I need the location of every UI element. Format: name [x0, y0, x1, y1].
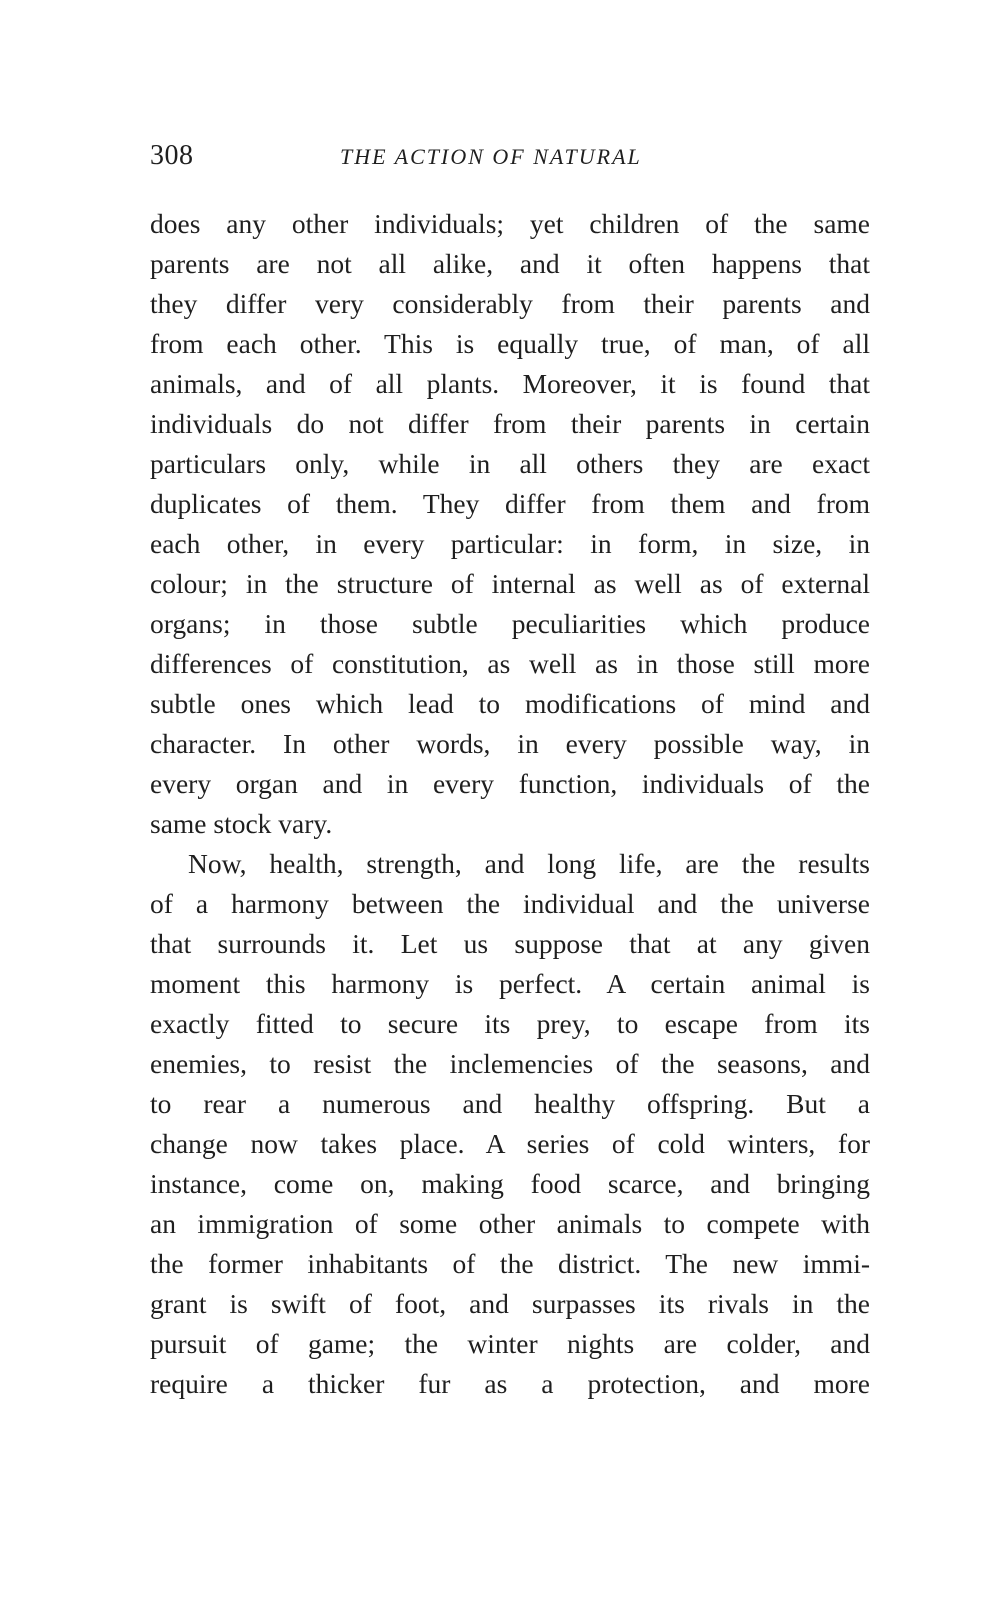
text-line: every organ and in every function, individuals of the — [150, 768, 870, 799]
text-line: organs; in those subtle peculiarities which produce — [150, 608, 870, 639]
text-line: they differ very considerably from their parents and — [150, 288, 870, 319]
text-line: animals, and of all plants. Moreover, it is found that — [150, 368, 870, 399]
page-header — [150, 140, 870, 180]
text-line: enemies, to resist the inclemencies of the seasons, and — [150, 1048, 870, 1079]
page-number: 308 — [150, 140, 194, 171]
text-line: an immigration of some other animals to compete with — [150, 1208, 870, 1239]
text-line: subtle ones which lead to modifications of mind and — [150, 688, 870, 719]
text-line: exactly fitted to secure its prey, to escape from its — [150, 1008, 870, 1039]
text-line: of a harmony between the individual and the universe — [150, 888, 870, 919]
text-line: colour; in the structure of internal as well as of external — [150, 568, 870, 599]
text-line: moment this harmony is perfect. A certain animal is — [150, 968, 870, 999]
text-line: particulars only, while in all others they are exact — [150, 448, 870, 479]
text-line: individuals do not differ from their parents in certain — [150, 408, 870, 439]
running-head: THE ACTION OF NATURAL — [340, 144, 642, 169]
text-line: to rear a numerous and healthy offspring. But a — [150, 1088, 870, 1119]
text-line: does any other individuals; yet children of the same — [150, 208, 870, 239]
text-line: parents are not all alike, and it often happens that — [150, 248, 870, 279]
text-line: differences of constitution, as well as in those still more — [150, 648, 870, 679]
text-line: that surrounds it. Let us suppose that at any given — [150, 928, 870, 959]
text-line: character. In other words, in every possible way, in — [150, 728, 870, 759]
text-line: from each other. This is equally true, of man, of all — [150, 328, 870, 359]
text-line: same stock vary. — [150, 808, 333, 839]
body-text — [150, 204, 870, 1404]
text-line: instance, come on, making food scarce, and bringing — [150, 1168, 870, 1199]
text-line: grant is swift of foot, and surpasses its rivals in the — [150, 1288, 870, 1319]
text-line: each other, in every particular: in form, in size, in — [150, 528, 870, 559]
text-line: duplicates of them. They differ from them and from — [150, 488, 870, 519]
text-line: change now takes place. A series of cold winters, for — [150, 1128, 870, 1159]
text-line: require a thicker fur as a protection, and more — [150, 1368, 870, 1399]
text-line: Now, health, strength, and long life, are the results — [188, 848, 870, 879]
text-line: pursuit of game; the winter nights are colder, and — [150, 1328, 870, 1359]
text-line: the former inhabitants of the district. The new immi- — [150, 1248, 870, 1279]
